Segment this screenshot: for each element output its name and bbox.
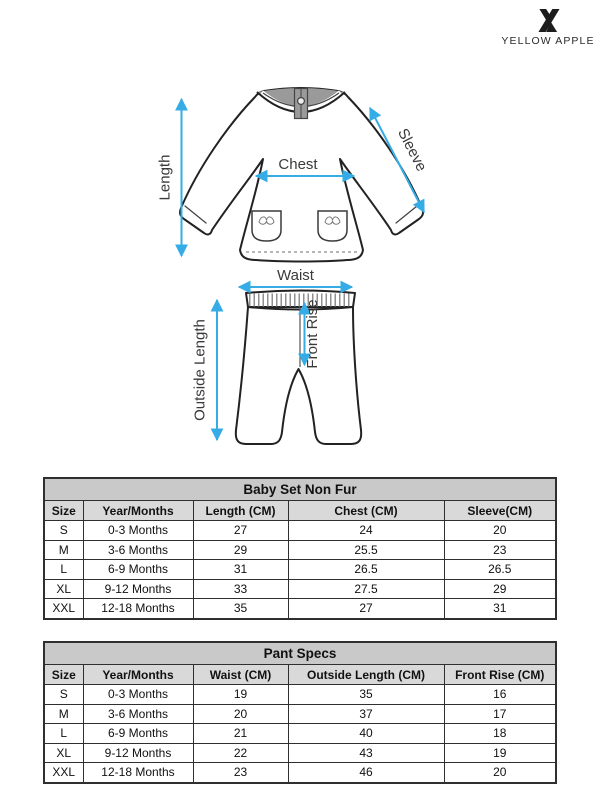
table-cell: S	[44, 685, 83, 705]
table-cell: 35	[193, 599, 288, 619]
table-cell: 9-12 Months	[83, 579, 193, 599]
table-cell: 12-18 Months	[83, 763, 193, 783]
table-cell: 20	[444, 763, 556, 783]
table-cell: 37	[288, 704, 444, 724]
baby-top-drawing	[180, 88, 423, 262]
table-cell: XL	[44, 743, 83, 763]
table-cell: 46	[288, 763, 444, 783]
table-cell: L	[44, 724, 83, 744]
sleeve-label: Sleeve	[394, 125, 430, 175]
column-header: Waist (CM)	[193, 665, 288, 685]
column-header: Size	[44, 501, 83, 521]
column-header: Length (CM)	[193, 501, 288, 521]
table-cell: 26.5	[288, 560, 444, 580]
neck-button	[298, 98, 305, 105]
table-row	[44, 763, 556, 783]
table-cell: L	[44, 560, 83, 580]
table-cell: 29	[193, 540, 288, 560]
table-cell: 12-18 Months	[83, 599, 193, 619]
table-cell: XXL	[44, 599, 83, 619]
table-cell: 20	[193, 704, 288, 724]
column-header: Year/Months	[83, 501, 193, 521]
table-cell: 23	[193, 763, 288, 783]
table-row	[44, 685, 556, 705]
table-cell: 29	[444, 579, 556, 599]
table-cell: 23	[444, 540, 556, 560]
table-row	[44, 743, 556, 763]
table-cell: 16	[444, 685, 556, 705]
table-cell: 31	[444, 599, 556, 619]
table-row	[44, 521, 556, 541]
table-cell: 35	[288, 685, 444, 705]
table-title: Baby Set Non Fur	[44, 478, 556, 501]
table-cell: 31	[193, 560, 288, 580]
table-cell: 3-6 Months	[83, 540, 193, 560]
table-cell: 27	[193, 521, 288, 541]
table-cell: 20	[444, 521, 556, 541]
table-cell: 0-3 Months	[83, 685, 193, 705]
table-cell: 24	[288, 521, 444, 541]
table-row	[44, 579, 556, 599]
column-header: Chest (CM)	[288, 501, 444, 521]
table-cell: 19	[193, 685, 288, 705]
table-header-row	[44, 665, 556, 685]
table-cell: M	[44, 704, 83, 724]
table-cell: 27	[288, 599, 444, 619]
outside-length-label: Outside Length	[191, 319, 209, 421]
pant-specs-table	[43, 641, 557, 784]
table-cell: 3-6 Months	[83, 704, 193, 724]
column-header: Front Rise (CM)	[444, 665, 556, 685]
table-cell: 17	[444, 704, 556, 724]
left-pocket	[252, 211, 281, 241]
table-cell: 26.5	[444, 560, 556, 580]
table-row	[44, 560, 556, 580]
table-cell: 0-3 Months	[83, 521, 193, 541]
baby-pants-drawing	[236, 291, 361, 445]
table-cell: 25.5	[288, 540, 444, 560]
right-pocket	[318, 211, 347, 241]
column-header: Outside Length (CM)	[288, 665, 444, 685]
table-cell: 40	[288, 724, 444, 744]
column-header: Size	[44, 665, 83, 685]
column-header: Year/Months	[83, 665, 193, 685]
table-cell: S	[44, 521, 83, 541]
table-cell: 6-9 Months	[83, 560, 193, 580]
table-row	[44, 704, 556, 724]
waist-label: Waist	[277, 267, 314, 284]
table-cell: 21	[193, 724, 288, 744]
baby-set-table	[43, 477, 557, 620]
table-cell: 18	[444, 724, 556, 744]
table-cell: XXL	[44, 763, 83, 783]
table-cell: 9-12 Months	[83, 743, 193, 763]
table-cell: 27.5	[288, 579, 444, 599]
table-row	[44, 540, 556, 560]
table-header-row	[44, 501, 556, 521]
table-cell: 19	[444, 743, 556, 763]
table-cell: 33	[193, 579, 288, 599]
table-cell: XL	[44, 579, 83, 599]
column-header: Sleeve(CM)	[444, 501, 556, 521]
table-title: Pant Specs	[44, 642, 556, 665]
front-rise-label: Front Rise	[304, 299, 321, 369]
table-cell: 6-9 Months	[83, 724, 193, 744]
chest-label: Chest	[278, 156, 318, 173]
length-label: Length	[156, 154, 174, 201]
table-row	[44, 724, 556, 744]
brand-name: YELLOW APPLE	[501, 35, 595, 47]
table-cell: M	[44, 540, 83, 560]
table-cell: 43	[288, 743, 444, 763]
table-row	[44, 599, 556, 619]
table-cell: 22	[193, 743, 288, 763]
